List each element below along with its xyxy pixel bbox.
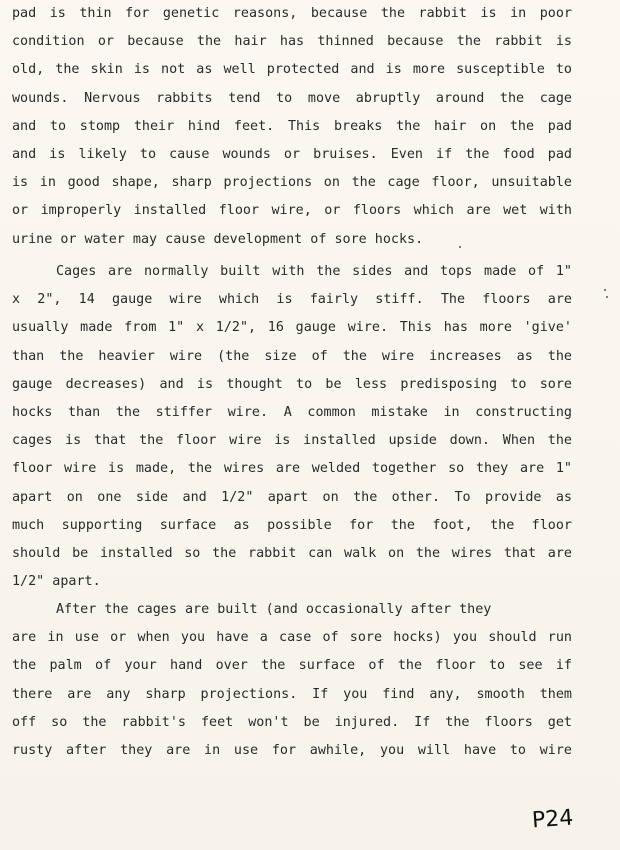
text-line: much supporting surface as possible for the foot, the floor: [12, 517, 572, 533]
text-line: are in use or when you have a case of sore hocks) you should run: [12, 630, 572, 646]
text-line: old, the skin is not as well protected and is more susceptible to: [12, 62, 572, 78]
text-line: there are any sharp projections. If you find any, smooth them: [12, 686, 572, 702]
stray-mark: [606, 296, 608, 298]
text-line: After the cages are built (and occasionally after they: [56, 602, 492, 617]
text-line: off so the rabbit's feet won't be injured. If the floors get: [12, 714, 572, 730]
paragraph-3: [12, 596, 572, 765]
stray-mark: [459, 246, 461, 248]
paragraph-2: [12, 258, 572, 596]
text-line: or improperly installed floor wire, or floors which are wet with: [12, 203, 572, 219]
paragraph-1: [12, 0, 572, 254]
text-line: and to stomp their hind feet. This breaks the hair on the pad: [12, 118, 572, 134]
text-line: than the heavier wire (the size of the wire increases as the: [12, 348, 572, 364]
text-line: and is likely to cause wounds or bruises. Even if the food pad: [12, 146, 572, 162]
text-line: Cages are normally built with the sides and tops made of 1": [56, 264, 572, 279]
text-line: condition or because the hair has thinned because the rabbit is: [12, 34, 572, 50]
text-line: the palm of your hand over the surface of the floor to see if: [12, 658, 572, 674]
stray-mark: [604, 289, 606, 291]
handwritten-page-number: P24: [531, 805, 575, 834]
text-line: gauge decreases) and is thought to be less predisposing to sore: [12, 376, 572, 392]
text-line: urine or water may cause development of sore hocks.: [12, 231, 424, 247]
text-line: wounds. Nervous rabbits tend to move abruptly around the cage: [12, 90, 572, 106]
text-line: floor wire is made, the wires are welded together so they are 1": [12, 461, 572, 477]
text-line: cages is that the floor wire is installed upside down. When the: [12, 433, 572, 449]
text-line: should be installed so the rabbit can walk on the wires that are: [12, 545, 572, 561]
text-line: is in good shape, sharp projections on the cage floor, unsuitable: [12, 175, 572, 191]
text-line: rusty after they are in use for awhile, you will have to wire: [12, 742, 572, 758]
text-line: hocks than the stiffer wire. A common mistake in constructing: [12, 404, 572, 420]
text-line: apart on one side and 1/2" apart on the other. To provide as: [12, 489, 572, 505]
text-line: x 2", 14 gauge wire which is fairly stiff. The floors are: [12, 292, 572, 308]
text-line: 1/2" apart.: [12, 574, 101, 590]
text-line: pad is thin for genetic reasons, because the rabbit is in poor: [12, 6, 572, 21]
text-line: usually made from 1" x 1/2", 16 gauge wire. This has more 'give': [12, 320, 572, 336]
